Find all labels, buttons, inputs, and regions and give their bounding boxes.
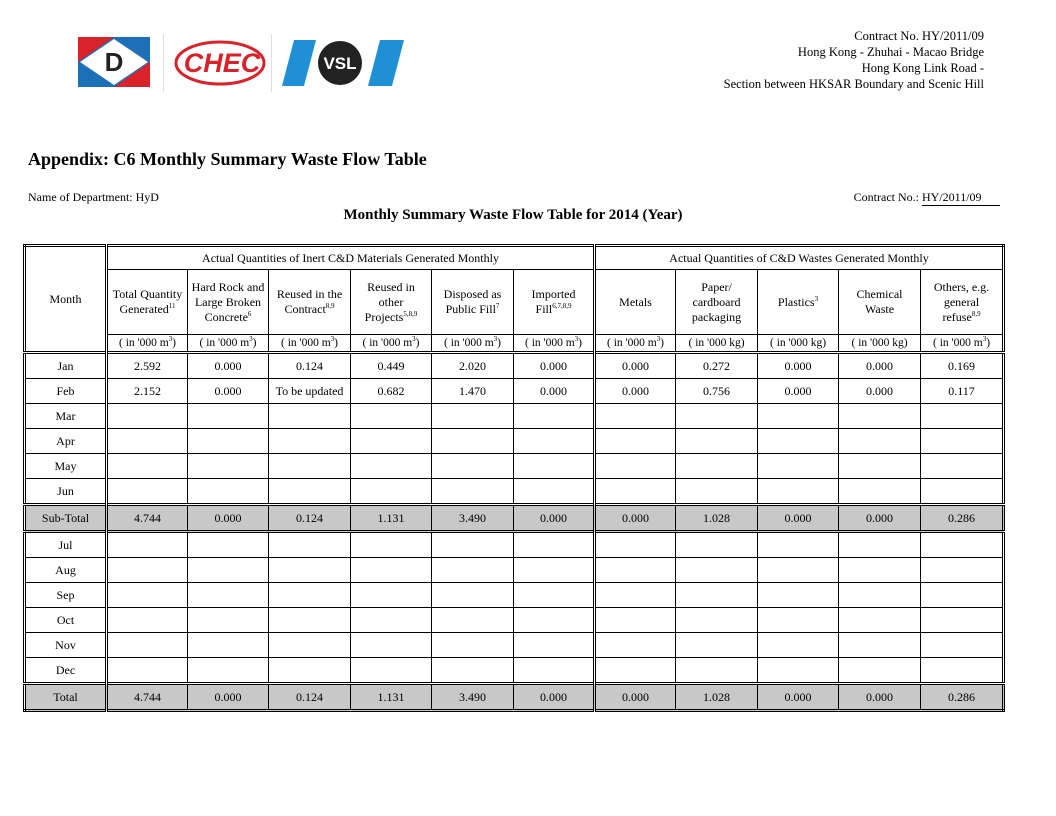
department-label: Name of Department: HyD (28, 190, 159, 204)
value-cell: 1.028 (676, 505, 758, 532)
column-header-line: Hard Rock and (191, 279, 265, 294)
value-cell (676, 429, 758, 454)
value-cell (514, 404, 595, 429)
value-cell (514, 532, 595, 558)
value-cell: 0.000 (758, 684, 839, 711)
month-cell: Aug (25, 558, 107, 583)
value-cell (676, 454, 758, 479)
footnote-ref: 6,7,8,9 (552, 302, 572, 310)
value-cell: 0.000 (514, 353, 595, 379)
value-cell: 0.000 (839, 353, 921, 379)
value-cell (432, 404, 514, 429)
appendix-title: Appendix: C6 Monthly Summary Waste Flow Table (28, 149, 427, 169)
column-header-text: Contract (284, 302, 326, 316)
column-header-line: Large Broken (194, 294, 262, 309)
value-cell (758, 583, 839, 608)
value-cell (107, 583, 188, 608)
column-header-line-wrap (351, 310, 431, 325)
column-header-line: Paper/ (701, 279, 732, 294)
table-row (25, 658, 1004, 684)
unit-sup: 3 (656, 334, 661, 343)
unit-cell (839, 335, 921, 353)
value-cell (595, 454, 676, 479)
group-header-row (25, 246, 1004, 270)
unit-end: ) (415, 336, 420, 349)
column-header (188, 270, 269, 335)
month-header: Month (25, 246, 107, 353)
value-cell (514, 558, 595, 583)
value-cell (595, 404, 676, 429)
column-header-line-wrap (514, 302, 593, 317)
month-cell: Jan (25, 353, 107, 379)
value-cell (432, 532, 514, 558)
column-header-line: Imported (531, 287, 576, 301)
value-cell: 3.490 (432, 505, 514, 532)
d-logo-letter: D (104, 47, 124, 77)
month-cell: Dec (25, 658, 107, 684)
table-row (25, 454, 1004, 479)
column-header (676, 270, 758, 335)
value-cell (188, 454, 269, 479)
unit-cell (514, 335, 595, 353)
value-cell: 0.000 (758, 353, 839, 379)
value-cell (107, 454, 188, 479)
value-cell (758, 404, 839, 429)
value-cell: 0.169 (921, 353, 1004, 379)
value-cell (921, 558, 1004, 583)
month-cell: Sep (25, 583, 107, 608)
column-header-line-wrap (921, 310, 1002, 325)
value-cell (107, 532, 188, 558)
unit-cell (758, 335, 839, 353)
value-cell (107, 658, 188, 684)
value-cell (432, 558, 514, 583)
value-cell (839, 429, 921, 454)
value-cell (269, 608, 351, 633)
value-cell (839, 479, 921, 505)
value-cell (839, 658, 921, 684)
footnote-ref: 8,9 (325, 302, 335, 310)
value-cell (432, 479, 514, 505)
contract-no (854, 190, 1000, 206)
unit-sup: 3 (330, 334, 335, 343)
unit-text: ( in '000 m (118, 336, 169, 349)
value-cell (676, 633, 758, 658)
column-header-line: Reused in the (276, 287, 343, 301)
value-cell: 0.000 (758, 505, 839, 532)
value-cell (839, 558, 921, 583)
value-cell (432, 658, 514, 684)
value-cell: 1.131 (351, 684, 432, 711)
value-cell (921, 583, 1004, 608)
value-cell: 0.000 (188, 505, 269, 532)
value-cell: 0.124 (269, 684, 351, 711)
value-cell (676, 658, 758, 684)
value-cell (107, 479, 188, 505)
column-header-line-wrap (108, 302, 187, 317)
value-cell (676, 479, 758, 505)
unit-sup: 3 (168, 334, 173, 343)
column-header (432, 270, 514, 335)
value-cell (758, 658, 839, 684)
contract-no-value: HY/2011/09 (922, 190, 1000, 206)
column-header (758, 270, 839, 335)
value-cell: 0.000 (595, 379, 676, 404)
column-header-line-wrap (269, 302, 350, 317)
value-cell (758, 454, 839, 479)
value-cell (188, 558, 269, 583)
value-cell: 0.000 (595, 353, 676, 379)
value-cell (432, 429, 514, 454)
column-header-line: other (378, 294, 404, 309)
column-header-line: Metals (619, 294, 652, 309)
table-row (25, 353, 1004, 379)
value-cell (758, 633, 839, 658)
value-cell (676, 583, 758, 608)
footnote-ref: 3 (814, 294, 819, 303)
value-cell: 0.000 (758, 379, 839, 404)
value-cell: 0.000 (514, 684, 595, 711)
value-cell (351, 558, 432, 583)
value-cell (269, 479, 351, 505)
column-header-text: Generated (119, 302, 169, 316)
value-cell (432, 583, 514, 608)
unit-sup: 3 (412, 334, 416, 343)
logo-divider (163, 34, 164, 92)
unit-sup: 3 (493, 334, 498, 343)
column-header-line: Reused in (367, 279, 415, 294)
column-header (107, 270, 188, 335)
total-row (25, 684, 1004, 711)
month-cell: May (25, 454, 107, 479)
value-cell (269, 583, 351, 608)
value-cell (758, 558, 839, 583)
value-cell: 0.000 (514, 505, 595, 532)
unit-cell (351, 335, 432, 353)
contract-line: Section between HKSAR Boundary and Scenic Hill (723, 77, 984, 91)
value-cell (758, 429, 839, 454)
value-cell: 0.272 (676, 353, 758, 379)
value-cell (676, 558, 758, 583)
value-cell (595, 479, 676, 505)
column-header-text: Fill (535, 302, 553, 316)
value-cell (758, 608, 839, 633)
contract-header (724, 28, 984, 92)
value-cell (107, 558, 188, 583)
value-cell (921, 608, 1004, 633)
unit-text: ( in '000 m (525, 336, 575, 349)
value-cell (269, 658, 351, 684)
value-cell: 1.028 (676, 684, 758, 711)
value-cell (839, 583, 921, 608)
value-cell (188, 633, 269, 658)
unit-text: ( in '000 m (199, 336, 250, 349)
subtotal-row (25, 505, 1004, 532)
footnote-ref: 5,8,9 (403, 309, 418, 318)
month-cell: Feb (25, 379, 107, 404)
value-cell (839, 633, 921, 658)
chec-logo (174, 40, 266, 86)
value-cell (595, 429, 676, 454)
value-cell: 0.000 (514, 379, 595, 404)
unit-end: ) (986, 336, 991, 349)
value-cell (839, 532, 921, 558)
value-cell (839, 404, 921, 429)
value-cell: 4.744 (107, 505, 188, 532)
contract-line: Contract No. HY/2011/09 (854, 29, 984, 43)
column-header-line: Disposed as (443, 287, 502, 301)
company-logos (78, 34, 408, 94)
column-header-line-wrap (432, 302, 513, 317)
column-header-line: cardboard (692, 294, 741, 309)
value-cell (188, 608, 269, 633)
value-cell: 0.286 (921, 505, 1004, 532)
value-cell: 2.020 (432, 353, 514, 379)
unit-end: ) (334, 336, 338, 349)
value-cell (921, 532, 1004, 558)
contract-line: Hong Kong Link Road - (861, 61, 984, 75)
unit-text: ( in '000 kg) (688, 336, 745, 349)
footnote-ref: 11 (168, 302, 176, 310)
table-row (25, 532, 1004, 558)
unit-cell (432, 335, 514, 353)
unit-cell (676, 335, 758, 353)
column-header (839, 270, 921, 335)
value-cell (514, 583, 595, 608)
value-cell (921, 454, 1004, 479)
value-cell (676, 404, 758, 429)
value-cell: 0.286 (921, 684, 1004, 711)
value-cell (269, 532, 351, 558)
column-header (351, 270, 432, 335)
value-cell (921, 429, 1004, 454)
logo-divider (271, 34, 272, 92)
table-row (25, 583, 1004, 608)
value-cell: 0.000 (188, 353, 269, 379)
unit-text: ( in '000 m (443, 336, 494, 349)
unit-cell (269, 335, 351, 353)
column-header-row (25, 270, 1004, 335)
unit-cell (107, 335, 188, 353)
unit-end: ) (497, 336, 501, 349)
value-cell (595, 633, 676, 658)
group-inert-header: Actual Quantities of Inert C&D Materials Generated Monthly (107, 246, 595, 270)
value-cell: 1.131 (351, 505, 432, 532)
value-cell (921, 404, 1004, 429)
unit-text: ( in '000 m (607, 336, 657, 349)
value-cell (107, 633, 188, 658)
column-header (921, 270, 1004, 335)
value-cell: 0.124 (269, 505, 351, 532)
chec-logo-text: CHEC (183, 48, 261, 78)
column-header-line: Waste (865, 302, 895, 316)
month-cell: Sub-Total (25, 505, 107, 532)
unit-text: ( in '000 kg) (769, 336, 827, 349)
value-cell (758, 479, 839, 505)
value-cell (188, 404, 269, 429)
value-cell (269, 429, 351, 454)
unit-text: ( in '000 m (933, 336, 983, 349)
value-cell (595, 558, 676, 583)
value-cell: 0.756 (676, 379, 758, 404)
table-row (25, 558, 1004, 583)
value-cell (921, 633, 1004, 658)
value-cell (107, 404, 188, 429)
column-header-line: Others, e.g. (933, 279, 990, 294)
value-cell (514, 608, 595, 633)
table-row (25, 479, 1004, 505)
value-cell: 0.117 (921, 379, 1004, 404)
unit-end: ) (660, 336, 665, 349)
value-cell: 4.744 (107, 684, 188, 711)
table-row (25, 429, 1004, 454)
value-cell (839, 608, 921, 633)
month-cell: Apr (25, 429, 107, 454)
group-wastes-header: Actual Quantities of C&D Wastes Generated Monthly (595, 246, 1004, 270)
value-cell (595, 532, 676, 558)
vsl-logo (282, 40, 404, 86)
column-header-line: Chemical (856, 287, 903, 301)
unit-sup: 3 (574, 334, 579, 343)
value-cell (432, 608, 514, 633)
value-cell (839, 454, 921, 479)
value-cell: 0.682 (351, 379, 432, 404)
value-cell: To be updated (269, 379, 351, 404)
value-cell (432, 633, 514, 658)
value-cell: 3.490 (432, 684, 514, 711)
table-row (25, 608, 1004, 633)
value-cell (188, 583, 269, 608)
value-cell (921, 479, 1004, 505)
value-cell (351, 633, 432, 658)
unit-text: ( in '000 m (362, 336, 413, 349)
dragages-logo (78, 37, 150, 87)
value-cell: 0.000 (595, 684, 676, 711)
value-cell (188, 479, 269, 505)
value-cell (921, 658, 1004, 684)
unit-sup: 3 (982, 334, 987, 343)
value-cell (514, 454, 595, 479)
contract-line: Hong Kong - Zhuhai - Macao Bridge (797, 45, 984, 59)
month-cell: Jul (25, 532, 107, 558)
month-cell: Nov (25, 633, 107, 658)
value-cell: 1.470 (432, 379, 514, 404)
column-header-text: Plastics (777, 294, 815, 309)
column-header-line: general (943, 294, 980, 309)
value-cell: 0.124 (269, 353, 351, 379)
unit-text: ( in '000 kg) (851, 336, 908, 349)
value-cell (351, 454, 432, 479)
unit-row (25, 335, 1004, 353)
month-cell: Mar (25, 404, 107, 429)
table-row (25, 404, 1004, 429)
value-cell: 0.000 (839, 684, 921, 711)
value-cell (351, 658, 432, 684)
column-header-text: Projects (364, 309, 404, 324)
unit-cell (921, 335, 1004, 353)
value-cell (758, 532, 839, 558)
column-header-line-wrap (758, 295, 838, 310)
column-header-text: refuse (942, 309, 972, 324)
footnote-ref: 7 (495, 302, 500, 310)
table-row (25, 379, 1004, 404)
waste-flow-table (23, 244, 1005, 712)
value-cell: 0.449 (351, 353, 432, 379)
column-header (269, 270, 351, 335)
value-cell (269, 404, 351, 429)
value-cell: 0.000 (188, 379, 269, 404)
unit-end: ) (252, 336, 257, 349)
unit-end: ) (578, 336, 583, 349)
value-cell (269, 633, 351, 658)
month-cell: Jun (25, 479, 107, 505)
value-cell (514, 633, 595, 658)
month-cell: Total (25, 684, 107, 711)
contract-no-label: Contract No.: (853, 190, 919, 204)
table-row (25, 633, 1004, 658)
value-cell (514, 479, 595, 505)
column-header (514, 270, 595, 335)
unit-sup: 3 (249, 334, 253, 343)
value-cell: 2.592 (107, 353, 188, 379)
value-cell (351, 583, 432, 608)
column-header (595, 270, 676, 335)
footnote-ref: 8,9 (971, 309, 981, 318)
column-header-line: Total Quantity (112, 287, 183, 301)
unit-cell (595, 335, 676, 353)
value-cell (107, 429, 188, 454)
value-cell (351, 429, 432, 454)
value-cell (595, 608, 676, 633)
column-header-line-wrap (188, 310, 268, 325)
unit-end: ) (172, 336, 176, 349)
column-header-text: Public Fill (445, 302, 496, 316)
value-cell (188, 429, 269, 454)
value-cell (595, 583, 676, 608)
unit-text: ( in '000 m (280, 336, 331, 349)
table-title: Monthly Summary Waste Flow Table for 2014 (Year) (343, 207, 683, 223)
value-cell (188, 658, 269, 684)
month-cell: Oct (25, 608, 107, 633)
value-cell (351, 479, 432, 505)
footnote-ref: 6 (247, 309, 252, 318)
value-cell (269, 454, 351, 479)
value-cell (351, 608, 432, 633)
value-cell (188, 532, 269, 558)
column-header-line: packaging (691, 309, 742, 324)
value-cell (432, 454, 514, 479)
unit-cell (188, 335, 269, 353)
value-cell: 0.000 (839, 379, 921, 404)
value-cell (107, 608, 188, 633)
value-cell (351, 532, 432, 558)
value-cell: 0.000 (595, 505, 676, 532)
value-cell (676, 532, 758, 558)
value-cell (595, 658, 676, 684)
value-cell (676, 608, 758, 633)
value-cell: 0.000 (839, 505, 921, 532)
value-cell (514, 429, 595, 454)
value-cell: 0.000 (188, 684, 269, 711)
value-cell (351, 404, 432, 429)
vsl-logo-text: VSL (323, 54, 357, 73)
column-header-text: Concrete (204, 309, 248, 324)
value-cell (514, 658, 595, 684)
value-cell (269, 558, 351, 583)
value-cell: 2.152 (107, 379, 188, 404)
